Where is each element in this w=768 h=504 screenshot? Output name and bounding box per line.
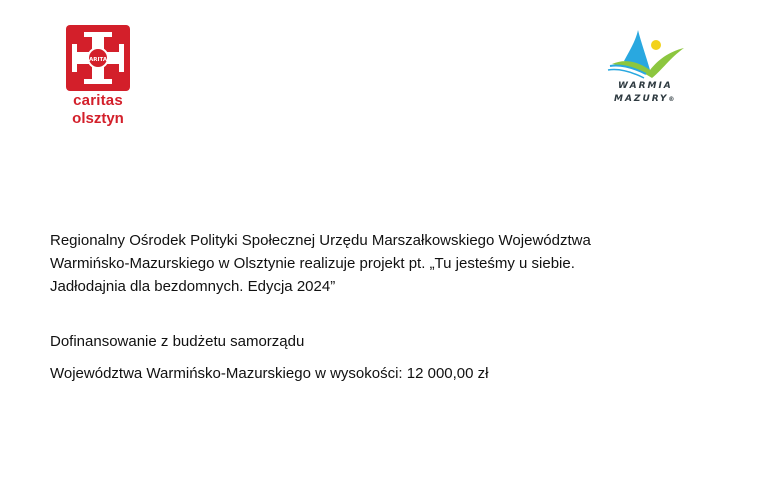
warmia-mazury-logo xyxy=(606,28,692,112)
mazury-text: MAZURY® xyxy=(614,94,675,104)
funding-line-1: Dofinansowanie z budżetu samorządu xyxy=(50,333,305,350)
trademark-mark: ® xyxy=(668,96,675,103)
caritas-logo-city: olsztyn xyxy=(72,110,124,127)
paragraph-line: Warmińsko-Mazurskiego w Olsztynie realizuje projekt pt. „Tu jesteśmy u siebie. xyxy=(50,255,575,272)
warmia-text: WARMIA xyxy=(618,81,673,91)
paragraph-line: Jadłodajnia dla bezdomnych. Edycja 2024” xyxy=(50,278,336,295)
warmia-mazury-emblem-icon xyxy=(606,28,692,80)
project-paragraph xyxy=(50,229,740,298)
document-body xyxy=(50,229,740,385)
caritas-logo-name: caritas xyxy=(73,92,123,109)
caritas-logo xyxy=(62,24,134,134)
caritas-emblem-text: CARITAS xyxy=(84,57,112,63)
paragraph-line: Regionalny Ośrodek Polityki Społecznej Urzędu Marszałkowskiego Województwa xyxy=(50,232,591,249)
caritas-emblem-icon xyxy=(62,24,134,94)
funding-line-2: Województwa Warmińsko-Mazurskiego w wysokości: 12 000,00 zł xyxy=(50,365,489,382)
